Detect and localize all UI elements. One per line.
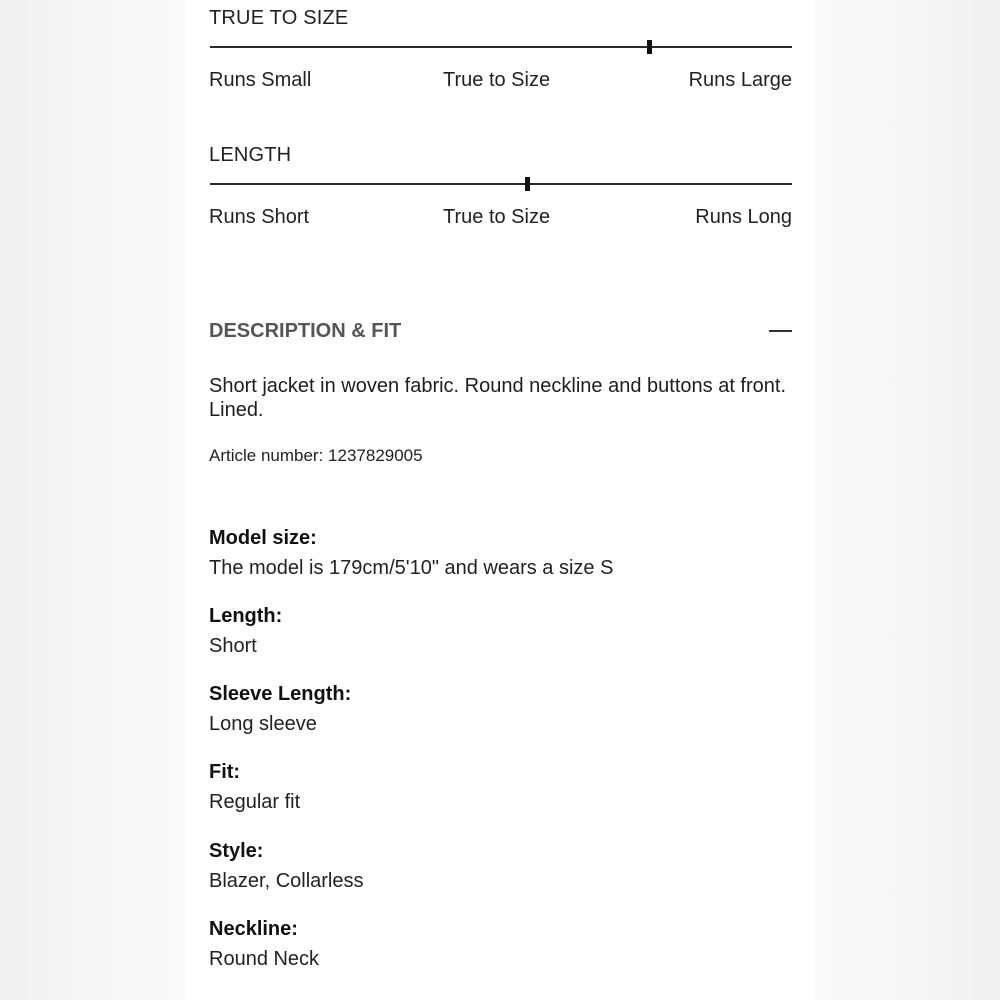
length-fit-marker xyxy=(525,177,530,191)
size-fit-title: TRUE TO SIZE xyxy=(209,7,349,29)
attribute-label: Neckline: xyxy=(209,918,298,940)
attribute-fit xyxy=(209,757,792,817)
length-fit-label-long: Runs Long xyxy=(695,206,792,228)
attribute-sleeve-length xyxy=(209,679,792,739)
description-fit-heading[interactable]: DESCRIPTION & FIT xyxy=(209,320,402,342)
attribute-value: Long sleeve xyxy=(209,713,317,735)
description-text: Short jacket in woven fabric. Round neckline and buttons at front. Lined. xyxy=(209,375,787,421)
attribute-model-size xyxy=(209,523,792,583)
length-fit-label-true: True to Size xyxy=(443,206,551,228)
size-fit-marker xyxy=(647,40,652,54)
product-details-panel xyxy=(185,0,815,1000)
attribute-label: Length: xyxy=(209,605,283,627)
attribute-style xyxy=(209,836,792,896)
size-fit-label-large: Runs Large xyxy=(688,69,792,91)
minus-icon xyxy=(769,330,792,332)
attribute-label: Model size: xyxy=(209,527,317,549)
attribute-neckline xyxy=(209,914,792,974)
attribute-value: The model is 179cm/5'10" and wears a size S xyxy=(209,557,614,579)
attribute-value: Regular fit xyxy=(209,791,301,813)
attribute-label: Sleeve Length: xyxy=(209,683,352,705)
attribute-value: Short xyxy=(209,635,257,657)
article-number: Article number: 1237829005 xyxy=(209,446,423,465)
attribute-value: Round Neck xyxy=(209,948,320,970)
attribute-value: Blazer, Collarless xyxy=(209,870,364,892)
size-fit-track xyxy=(210,46,792,48)
length-fit-label-short: Runs Short xyxy=(209,206,310,228)
length-fit-track xyxy=(210,183,792,185)
length-fit-title: LENGTH xyxy=(209,144,292,166)
size-fit-label-small: Runs Small xyxy=(209,69,312,91)
collapse-toggle-button[interactable] xyxy=(768,318,794,344)
size-fit-label-true: True to Size xyxy=(443,69,551,91)
attribute-length xyxy=(209,601,792,661)
attribute-label: Style: xyxy=(209,840,264,862)
attribute-label: Fit: xyxy=(209,761,241,783)
